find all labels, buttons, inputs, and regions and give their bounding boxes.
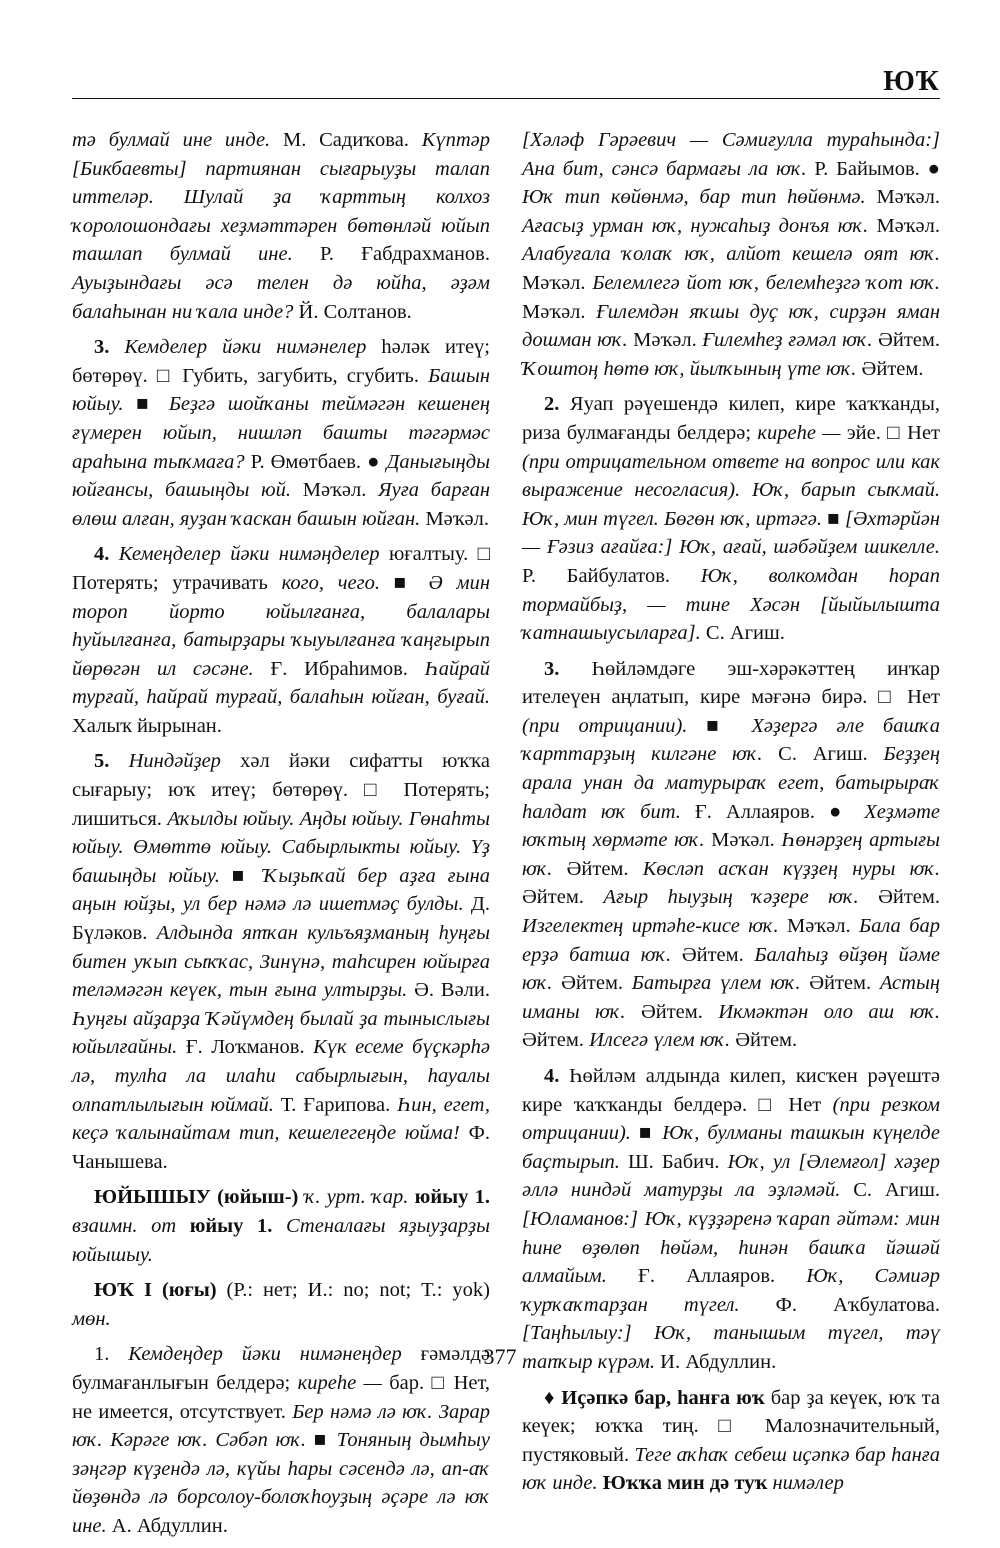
text-run: (Р.: нет; И.: no; not; Т.: yok) [226,1279,490,1302]
example-run: Хәҙергә әле башҡа ҡарттарҙың килгәне юҡ. [522,714,940,766]
example-run: кого, чего. [281,571,394,594]
example-run: (при отрицательном ответе на вопрос или как выражение несогласия). [522,450,940,502]
example-run: Юҡ, Сәмиәр ҡурҡаҡтарҙан түгел. [522,1265,940,1316]
entry-paragraph [522,390,940,647]
example-run: киреһе — [297,1371,390,1394]
example-run: [Әхтәрйән — Ғәзиз ағайға:] Юҡ, ағай, шәбәйҙем шикелле. [522,507,940,559]
text-run: Й. Солтанов. [298,300,412,323]
text-run: И. Абдуллин. [660,1350,777,1373]
text-run: С. Агиш. [853,1179,940,1202]
headword-run: ЮЙЫШЫУ (юйыш-) [94,1186,305,1209]
headword-run: юйыу 1. [414,1186,490,1209]
left-column [72,126,490,1548]
example-run: Кемделер йәки нимәнелер [124,336,382,359]
headword-run: 4. [94,543,119,566]
headword-run: 4. [544,1065,570,1087]
example-run: Аҡылды юйыу. Аңды юйыу. Гөнаһты юйыу. Өмөттө юйыу. Сабырлыкты юйыу. Үҙ башыңды юйыу. [72,807,490,887]
text-run: ■ [231,864,264,887]
example-run: Беҙгә шойҡаны теймәгән кешенең ғүмерен юйып, нишләп башты тәгәрмәс араһына тыҡмаға? [72,393,490,473]
example-run: (при отрицании). [522,714,707,737]
text-run: ■ [393,571,429,594]
example-run: Һуңғы айҙарҙа Ҡәйүмдең былай ҙа тыныслығы юйылғайны. [72,1007,490,1059]
text-run: Мәҡәл. [302,479,379,502]
text-run: Р. Байбулатов. [522,564,701,587]
example-run: Ә мин тороп йорто юйылғанға, балалары һуйылғанға, батырҙары ҡыуылғанға ҡаңғырып йөрөгән ил сәсәне. [72,571,491,680]
example-run: нимәлер [772,1472,844,1495]
text-run: Д. Бүләков. [72,893,490,945]
text-run: Яуап рәүешендә килеп, кире ҡаҡҡанды, риза булмағанды белдерә; [522,393,941,444]
example-run: Һин, егет, кеҫә ҡалынайтам тип, кешелегеңде юйма! [72,1093,491,1145]
text-run: Һөйләмдәге эш-хәрәкәттең инҡар ителеүен аңлатып, кире мәғәнә бирә. □ Нет [522,657,941,709]
text-run: Әйтем. [522,886,604,909]
headword-run: 3. [94,336,125,359]
text-run: Ғ. Аллаяров. [637,1265,807,1288]
example-run: Юҡ тип көйөнмә, бар тип һөйөнмә. [522,186,877,209]
headword-run: юйыу 1. [189,1214,286,1237]
text-run: Р. Байымов. [814,157,928,180]
text-run: Ф. Чанышева. [72,1122,490,1173]
text-run: Һөйләм алдында килеп, кисҡен рәүештә кире ҡаҡҡанды белдерә. □ Нет [522,1065,940,1116]
example-run: [Хәләф Гәрәевич — Сәмиғулла тураһында:] Ана бит, сәнсә бармағы ла юҡ. [522,129,940,180]
text-run: М. Садиҡова. [282,129,422,151]
text-run: Мәҡәл. [425,507,489,530]
entry-paragraph [522,126,940,383]
example-run: Астың иманы юҡ. [522,972,941,1023]
example-run: Хеҙмәте юҡтың хөрмәте юҡ. [522,800,940,852]
text-run: С. Агиш. [778,743,884,766]
text-run: Ә. Вәли. [414,979,490,1002]
text-run: Ғ. Лоҡманов. [185,1036,314,1059]
headword-run: 3. [544,657,592,680]
example-run: взаимн. от [72,1214,190,1237]
text-run: һәләк итеү; бөтөрөү. □ Губить, загубить, сгубить. [72,336,490,387]
text-run: Мәҡәл. [876,186,940,209]
headword-run: Юҡҡа мин дә туҡ [602,1472,773,1495]
example-run: Теге аҡһаҡ себеш иҫәпкә бар һанға юҡ инде. [522,1443,940,1495]
example-run: Данығыңды юйғансы, башыңды юй. [72,450,490,502]
text-run: ғәмәлдә булмағанлығын белдерә; [72,1343,490,1394]
text-run: 1. [94,1343,129,1366]
entry-paragraph [72,333,490,533]
example-run: Беҙҙең арала унан да матурыраҡ егет, батырыраҡ һалдат юҡ бит. [522,743,940,823]
text-run: Ғ. Аллаяров. [694,800,829,823]
text-run: Мәҡәл. [787,915,859,938]
text-run: Әйтем. [878,886,940,909]
text-run: ● [829,800,865,823]
text-run: А. Абдуллин. [111,1514,228,1537]
example-run: Белемлегә йот юҡ, белемһеҙгә ҡот юҡ. [592,271,940,294]
text-run: хәл йәки сифатты юҡҡа сығарыу; юҡ итеү; бөтөрөү. □ Потерять; лишиться. [72,750,491,830]
running-head: ЮҠ [883,66,940,97]
example-run: Бер нәмә лә юҡ. Зарар юҡ. Кәрәге юҡ. Сәбәп юҡ. [72,1400,490,1452]
text-run: Мәҡәл. [876,214,940,237]
entry-paragraph [522,1384,940,1498]
text-run: Халыҡ йырынан. [72,714,222,737]
text-run: ■ [706,714,752,737]
example-run: тә булмай ине инде. [72,129,283,151]
example-run: Һөнәрҙең артығы юҡ. [522,829,940,880]
entry-paragraph [72,1183,490,1269]
example-run: Илсегә үлем юҡ. [589,1029,736,1052]
headword-run: 2. [544,393,570,416]
text-run: Р. Ғабдрахманов. [319,243,490,266]
text-run: Ф. Аҡбулатова. [775,1293,941,1316]
example-run: Башын юйыу. [72,364,490,416]
example-run: Алабуғала ҡолаҡ юҡ, алйот кешелә оят юҡ. [522,243,940,266]
example-run: Юҡ, барып сыҡмай. Юҡ, мин түгел. Бөгөн юҡ, иртәгә. [522,479,940,530]
example-run: киреһе — [757,421,847,444]
example-run: Яуға барған өлөш алған, яуҙан ҡаскан башын юйған. [72,479,490,530]
text-run: эйе. □ Нет [846,421,940,444]
example-run: Юҡ, волкомдан һорап тормайбыҙ, — тине Хәсән [йыйылышта ҡатнашыусыларға]. [522,564,940,645]
example-run: Ғилемһеҙ ғәмәл юҡ. [702,329,879,352]
headword-run: ЮҠ I (юғы) [94,1279,227,1302]
example-run: Кемеңделер йәки нимәңделер [118,543,389,566]
text-run: Әйтем. [640,1000,719,1023]
text-run: Әйтем. [561,972,632,995]
text-run: Әйтем. [861,357,924,380]
example-run: Ағыр һыуҙың ҡәҙере юҡ. [603,886,879,909]
text-run: Мәҡәл. [522,300,597,323]
example-run: Изгелектең иртәһе-кисе юҡ. [522,915,788,938]
text-run: ■ [136,393,169,416]
example-run: Бала бар ерҙә батша юҡ. [522,915,941,966]
text-run: юғалтыу. □ Потерять; утрачивать [72,543,490,594]
text-run: Әйтем. [878,329,940,352]
right-column [522,126,940,1505]
example-run: Ғилемдән яҡшы дуҫ юҡ, сирҙән яман дошман юҡ. [522,300,940,352]
text-run: бар ҙа кеүек, юҡ та кеүек; юҡҡа тиң. □ Малозначительный, пустяковый. [522,1386,940,1466]
text-run: ● [367,450,387,473]
example-run: (при резком отрицании). [522,1093,940,1145]
example-run: Стеналағы яҙыуҙарҙы юйышыу. [72,1214,491,1266]
headword-run: ♦ Иҫәпкә бар, һанға юҡ [544,1386,771,1409]
text-run: Ш. Бабич. [627,1150,728,1173]
example-run: Балаһыҙ өйҙөң йәме юҡ. [522,943,940,995]
text-run: Р. Өмөтбаев. [250,450,368,473]
example-run: Ҡыҙыҡай бер аҙға ғына аңын юйҙы, ул бер нәмә лә ишетмәҫ булды. [72,864,490,916]
example-run: Ниндәйҙер [128,750,241,773]
header-rule [72,98,940,99]
entry-paragraph [72,1340,490,1540]
example-run: Ағасыҙ урман юҡ, нужаһыҙ донъя юҡ. [522,214,877,237]
example-run: [Таңһылыу:] Юҡ, танышым түгел, тәү тапҡыр күрәм. [522,1322,940,1373]
text-run: Әйтем. [522,1029,590,1052]
example-run: Алдында ятҡан кульъяҙманың һуңғы битен уҡып сыҡҡас, Зинүнә, таһсирен юйырға теләмәгән кеүек, тын ғына ултырҙы. [72,922,490,1002]
text-run: Мәҡәл. [633,329,703,352]
example-run: Кемдеңдер йәки нимәнеңдер [128,1343,421,1366]
text-run: ● [927,157,941,180]
example-run: Тоняның дымһыу зәңгәр күҙендә лә, күйы һары сәсендә лә, ап-аҡ йөҙөндә лә борсолоу-болоҡһоуҙың әҫәре лә юҡ ине. [72,1429,490,1537]
text-run: ■ [827,507,845,530]
text-run: Т. Ғарипова. [280,1093,398,1116]
text-run: Әйтем. [809,972,880,995]
text-run: Әйтем. [735,1029,798,1052]
page-number: 377 [483,1344,517,1369]
example-run: мөн. [72,1307,111,1330]
example-run: Батырға үлем юҡ. [631,972,810,995]
text-run: ■ [638,1122,663,1145]
text-run: Әйтем. [681,943,755,966]
example-run: [Юламанов:] Юҡ, күҙҙәренә ҡарап әйтәм: мин һине өҙөлөп һөйәм, һинән башҡа йәшәй алмайым. [522,1207,940,1288]
example-run: Көсләп асҡан күҙҙең нуры юҡ. [642,857,940,880]
text-run: ■ [313,1429,337,1452]
example-run: Ауыҙындағы әсә телен дә юйһа, әҙәм балаһынан ни ҡала инде? [72,271,490,323]
text-run: Мәҡәл. [522,271,593,294]
example-run: Күк есеме бүҫкәрһә лә, тулһа ла илаһи сабырлығын, һауалы олпатлылығын юймай. [72,1036,491,1116]
text-run: бар. □ Нет, не имеется, отсутствует. [72,1371,491,1423]
example-run: Юҡ, булманы ташкын күңелде баҫтырып. [522,1122,940,1173]
example-run: Ҡоштоң һөтө юҡ, йылҡының үте юҡ. [522,357,862,380]
entry-paragraph [72,747,490,1176]
entry-paragraph [72,540,490,740]
example-run: ҡ. урт. ҡар. [304,1186,415,1209]
example-run: Күптәр [Бикбаевты] партиянан сығарыуҙы талап иттеләр. Шулай ҙа ҡарттың колхоз ҡоролошондағы хеҙмәттәрен бөтөнләй юйып ташлап булмай ине. [72,129,490,266]
entry-paragraph [72,1276,490,1333]
text-run: Әйтем. [566,857,643,880]
text-run: Мәҡәл. [711,829,782,852]
entry-paragraph [522,1062,940,1377]
headword-run: 5. [94,750,129,773]
example-run: Юҡ, ул [Әлемғол] хәҙер әллә ниндәй матурҙы ла эҙләмәй. [522,1150,941,1202]
example-run: Икмәктән оло аш юҡ. [718,1000,941,1023]
example-run: Һайрай турғай, һайрай турғай, балаһын юйған, буғай. [72,657,490,709]
text-run: С. Агиш. [705,622,785,645]
text-run: Ғ. Ибраһимов. [270,657,425,680]
entry-paragraph [72,126,490,326]
entry-paragraph [522,655,940,1055]
